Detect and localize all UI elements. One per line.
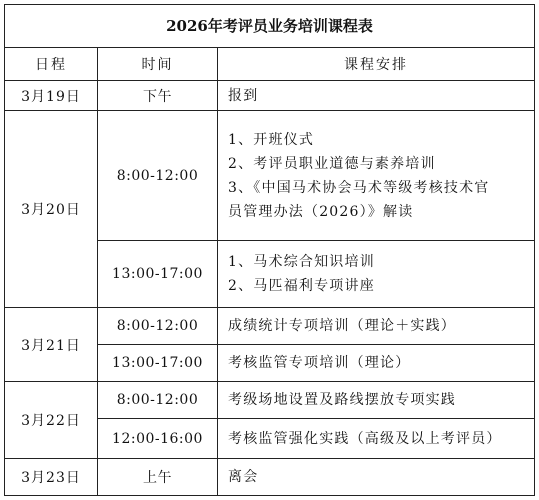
table-title: 2026年考评员业务培训课程表	[5, 5, 535, 48]
time-cell: 上午	[98, 459, 218, 496]
content-cell	[218, 382, 535, 419]
time-cell: 8:00-12:00	[98, 382, 218, 419]
content-cell	[218, 418, 535, 459]
content-line: 员管理办法（2026）》解读	[228, 203, 414, 220]
content-cell	[218, 111, 535, 241]
content-cell	[218, 81, 535, 111]
time-cell: 8:00-12:00	[98, 308, 218, 345]
content-line: 报到	[228, 87, 259, 104]
content-line: 1、马术综合知识培训	[228, 254, 375, 271]
time-cell: 13:00-17:00	[98, 241, 218, 308]
content-cell	[218, 344, 535, 382]
header-content: 课程安排	[218, 47, 535, 80]
content-line: 考核监管专项培训（理论）	[228, 355, 411, 372]
content-line: 3、《中国马术协会马术等级考核技术官	[228, 179, 490, 196]
content-cell	[218, 241, 535, 308]
table-row	[5, 308, 535, 345]
content-line: 离会	[228, 469, 259, 486]
header-time: 时间	[98, 47, 218, 80]
date-cell: 3月20日	[5, 111, 98, 308]
content-line: 2、马匹福利专项讲座	[228, 278, 375, 295]
header-row	[5, 47, 535, 80]
table-row	[5, 81, 535, 111]
date-cell: 3月21日	[5, 308, 98, 382]
date-cell: 3月23日	[5, 459, 98, 496]
date-cell: 3月22日	[5, 382, 98, 459]
date-cell: 3月19日	[5, 81, 98, 111]
content-line: 2、考评员职业道德与素养培训	[228, 155, 436, 172]
content-line: 成绩统计专项培训（理论＋实践）	[228, 318, 456, 335]
table-row	[5, 111, 535, 241]
content-line: 考核监管强化实践（高级及以上考评员）	[228, 430, 502, 447]
header-date: 日程	[5, 47, 98, 80]
course-schedule-table	[4, 4, 535, 496]
time-cell: 13:00-17:00	[98, 344, 218, 382]
time-cell: 下午	[98, 81, 218, 111]
table-row	[5, 382, 535, 419]
content-cell	[218, 308, 535, 345]
table-row	[5, 459, 535, 496]
time-cell: 8:00-12:00	[98, 111, 218, 241]
content-cell	[218, 459, 535, 496]
content-line: 考级场地设置及路线摆放专项实践	[228, 392, 456, 409]
content-line: 1、开班仪式	[228, 131, 315, 148]
time-cell: 12:00-16:00	[98, 418, 218, 459]
title-row	[5, 5, 535, 48]
